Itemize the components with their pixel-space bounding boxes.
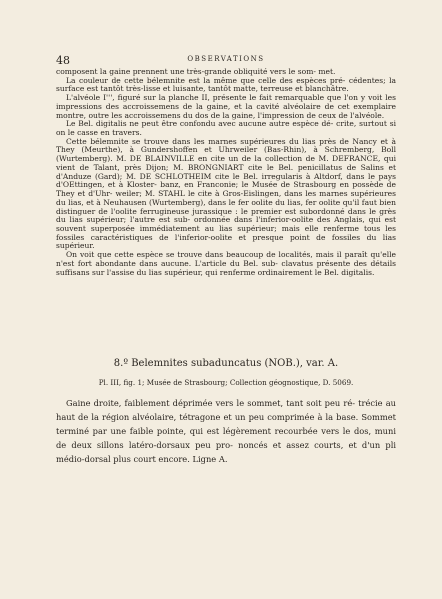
- paragraph: On voit que cette espèce se trouve dans beaucoup de localités, mais il paraît qu'elle n'est fort abondante dans aucune. L'article du Bel. sub- clavatus présente des détails suffisans sur l'assise du lias supérieur, qui renferme ordinairement le Bel. digitalis.: [56, 250, 397, 277]
- page-number: 48: [56, 54, 70, 67]
- paragraph: Gaine droite, faiblement déprimée vers le sommet, tant soit peu ré- trécie au haut de la région alvéolaire, tétragone et un peu comprimée à la base. Sommet terminé par une faible pointe, qui est légèrement recourbée vers le dos, muni de deux sillons latéro-dorsaux peu pro- noncés et assez courts, et d'un pli médio-dorsal plus court encore. Ligne A.: [56, 398, 397, 464]
- section-title: 8.º Belemnites subaduncatus (NOB.), var. A.: [113, 358, 339, 369]
- paragraph: composent la gaine prennent une très-grande obliquité vers le som- met.: [56, 67, 336, 76]
- section-body: [56, 397, 396, 467]
- paragraph: La couleur de cette bélemnite est la même que celle des espèces pré- cédentes; la surface est tantôt très-lisse et luisante, tantôt matte, terreuse et blanchâtre.: [56, 75, 396, 94]
- paragraph: L'alvéole I''', figuré sur la planche II, présente le fait remarquable que l'on y voit les impressions des accroissemens de la gaine, et la cavité alvéolaire de cet exemplaire montre, outre les accroissemens du dos de la gaine, l'impression de ceux de l'alvéole.: [56, 93, 397, 120]
- species-section: [56, 358, 396, 467]
- paragraph: Le Bel. digitalis ne peut être confondu avec aucune autre espèce dé- crite, surtout si on le casse en travers.: [56, 119, 396, 138]
- section-reference: Pl. III, fig. 1; Musée de Strasbourg; Collection géognostique, D. 5069.: [98, 378, 354, 387]
- paragraph: Cette bélemnite se trouve dans les marnes supérieures du lias près de Nancy et à They (Meurthe), à Gundershoffen et Uhrweiler (Bas-Rhin), à Schremberg, Boll (Wurtemberg). M. DE BLAINVILLE en cite un de la collection de M. DEFRANCE, qui vient de Talant, près Dijon; M. BRONGNIART cite le Bel. penicillatus de Salins et d'Anduze (Gard); M. DE SCHLOTHEIM cite le Bel. irregularis à Altdorf, dans le pays d'OEttingen, et à Kloster- banz, en Franconie; le Musée de Strasbourg en possède de They et d'Uhr- weiler; M. STAHL le cite à Gros-Eislingen, dans les marnes supérieures du lias, et à Neuhausen (Wurtemberg), dans le fer oolite du lias, fer oolite qu'il faut bien distinguer de l'oolite ferrugineuse jurassique : le premier est subordonné dans le grès du lias supérieur; l'autre est sub- ordonnée dans l'inferior-oolite des Anglais, qui est souvent superposée immédiatement au lias supérieur; mais elle renferme tous les fossiles caractéristiques de l'inferior-oolite et presque point de fossiles du lias supérieur.: [56, 136, 397, 251]
- page-header: [56, 54, 396, 66]
- running-head: OBSERVATIONS: [187, 55, 265, 63]
- body-text: [56, 68, 396, 277]
